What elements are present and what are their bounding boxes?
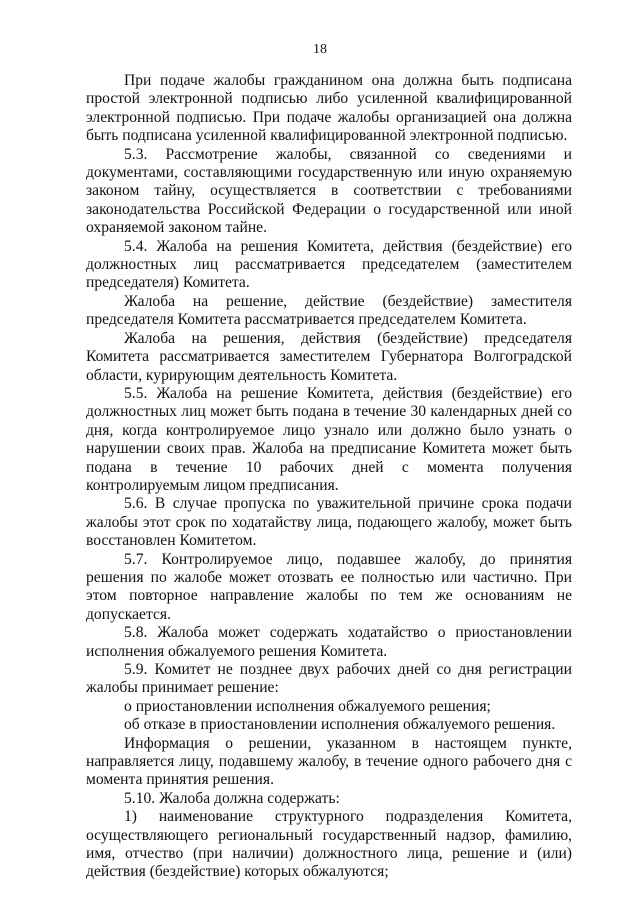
paragraph-5-4: 5.4. Жалоба на решения Комитета, действия (бездействие) его должностных лиц рассматривается председателем (заместителем председателя) Комитета.	[86, 237, 572, 292]
paragraph-5-5: 5.5. Жалоба на решение Комитета, действия (бездействие) его должностных лиц может быть подана в течение 30 календарных дней со дня, когда контролируемое лицо узнало или должно было узнать о нарушении своих прав. Жалоба на предписание Комитета может быть подана в течение 10 рабочих дней с момента получения контролируемым лицом предписания.	[86, 384, 572, 494]
list-item-1: 1) наименование структурного подразделения Комитета, осуществляющего региональный государственный надзор, фамилию, имя, отчество (при наличии) должностного лица, решение и (или) действия (бездействие) которых обжалуются;	[86, 808, 572, 881]
document-body	[86, 72, 572, 882]
paragraph-5-8: 5.8. Жалоба может содержать ходатайство о приостановлении исполнения обжалуемого решения Комитета.	[86, 624, 572, 660]
paragraph-5-3: 5.3. Рассмотрение жалобы, связанной со сведениями и документами, составляющими государственную или иную охраняемую законом тайну, осуществляется в соответствии с требованиями законодательства Российской Федерации о государственной или иной охраняемой законом тайне.	[86, 145, 572, 237]
paragraph-decision-info: Информация о решении, указанном в настоящем пункте, направляется лицу, подавшему жалобу, в течение одного рабочего дня с момента принятия решения.	[86, 734, 572, 789]
paragraph-5-6: 5.6. В случае пропуска по уважительной причине срока подачи жалобы этот срок по ходатайству лица, подающего жалобу, может быть восстановлен Комитетом.	[86, 495, 572, 550]
page-number: 18	[313, 42, 327, 57]
paragraph-5-9: 5.9. Комитет не позднее двух рабочих дней со дня регистрации жалобы принимает решение:	[86, 661, 572, 697]
paragraph-signature-requirements: При подаче жалобы гражданином она должна быть подписана простой электронной подписью либо усиленной квалифицированной электронной подписью. При подаче жалобы организацией она должна быть подписана усиленной квалифицированной электронной подписью.	[86, 72, 572, 145]
paragraph-5-10: 5.10. Жалоба должна содержать:	[124, 789, 340, 807]
paragraph-5-7: 5.7. Контролируемое лицо, подавшее жалобу, до принятия решения по жалобе может отозвать ее полностью или частично. При этом повторное направление жалобы по тем же основаниям не допускается.	[86, 550, 572, 623]
paragraph-chairman-complaint: Жалоба на решения, действия (бездействие) председателя Комитета рассматривается заместителем Губернатора Волгоградской области, курирующим деятельность Комитета.	[86, 329, 572, 384]
list-item-suspension: о приостановлении исполнения обжалуемого решения;	[124, 697, 491, 715]
paragraph-deputy-complaint: Жалоба на решение, действие (бездействие) заместителя председателя Комитета рассматривается председателем Комитета.	[86, 292, 572, 329]
list-item-refusal: об отказе в приостановлении исполнения обжалуемого решения.	[124, 716, 556, 734]
